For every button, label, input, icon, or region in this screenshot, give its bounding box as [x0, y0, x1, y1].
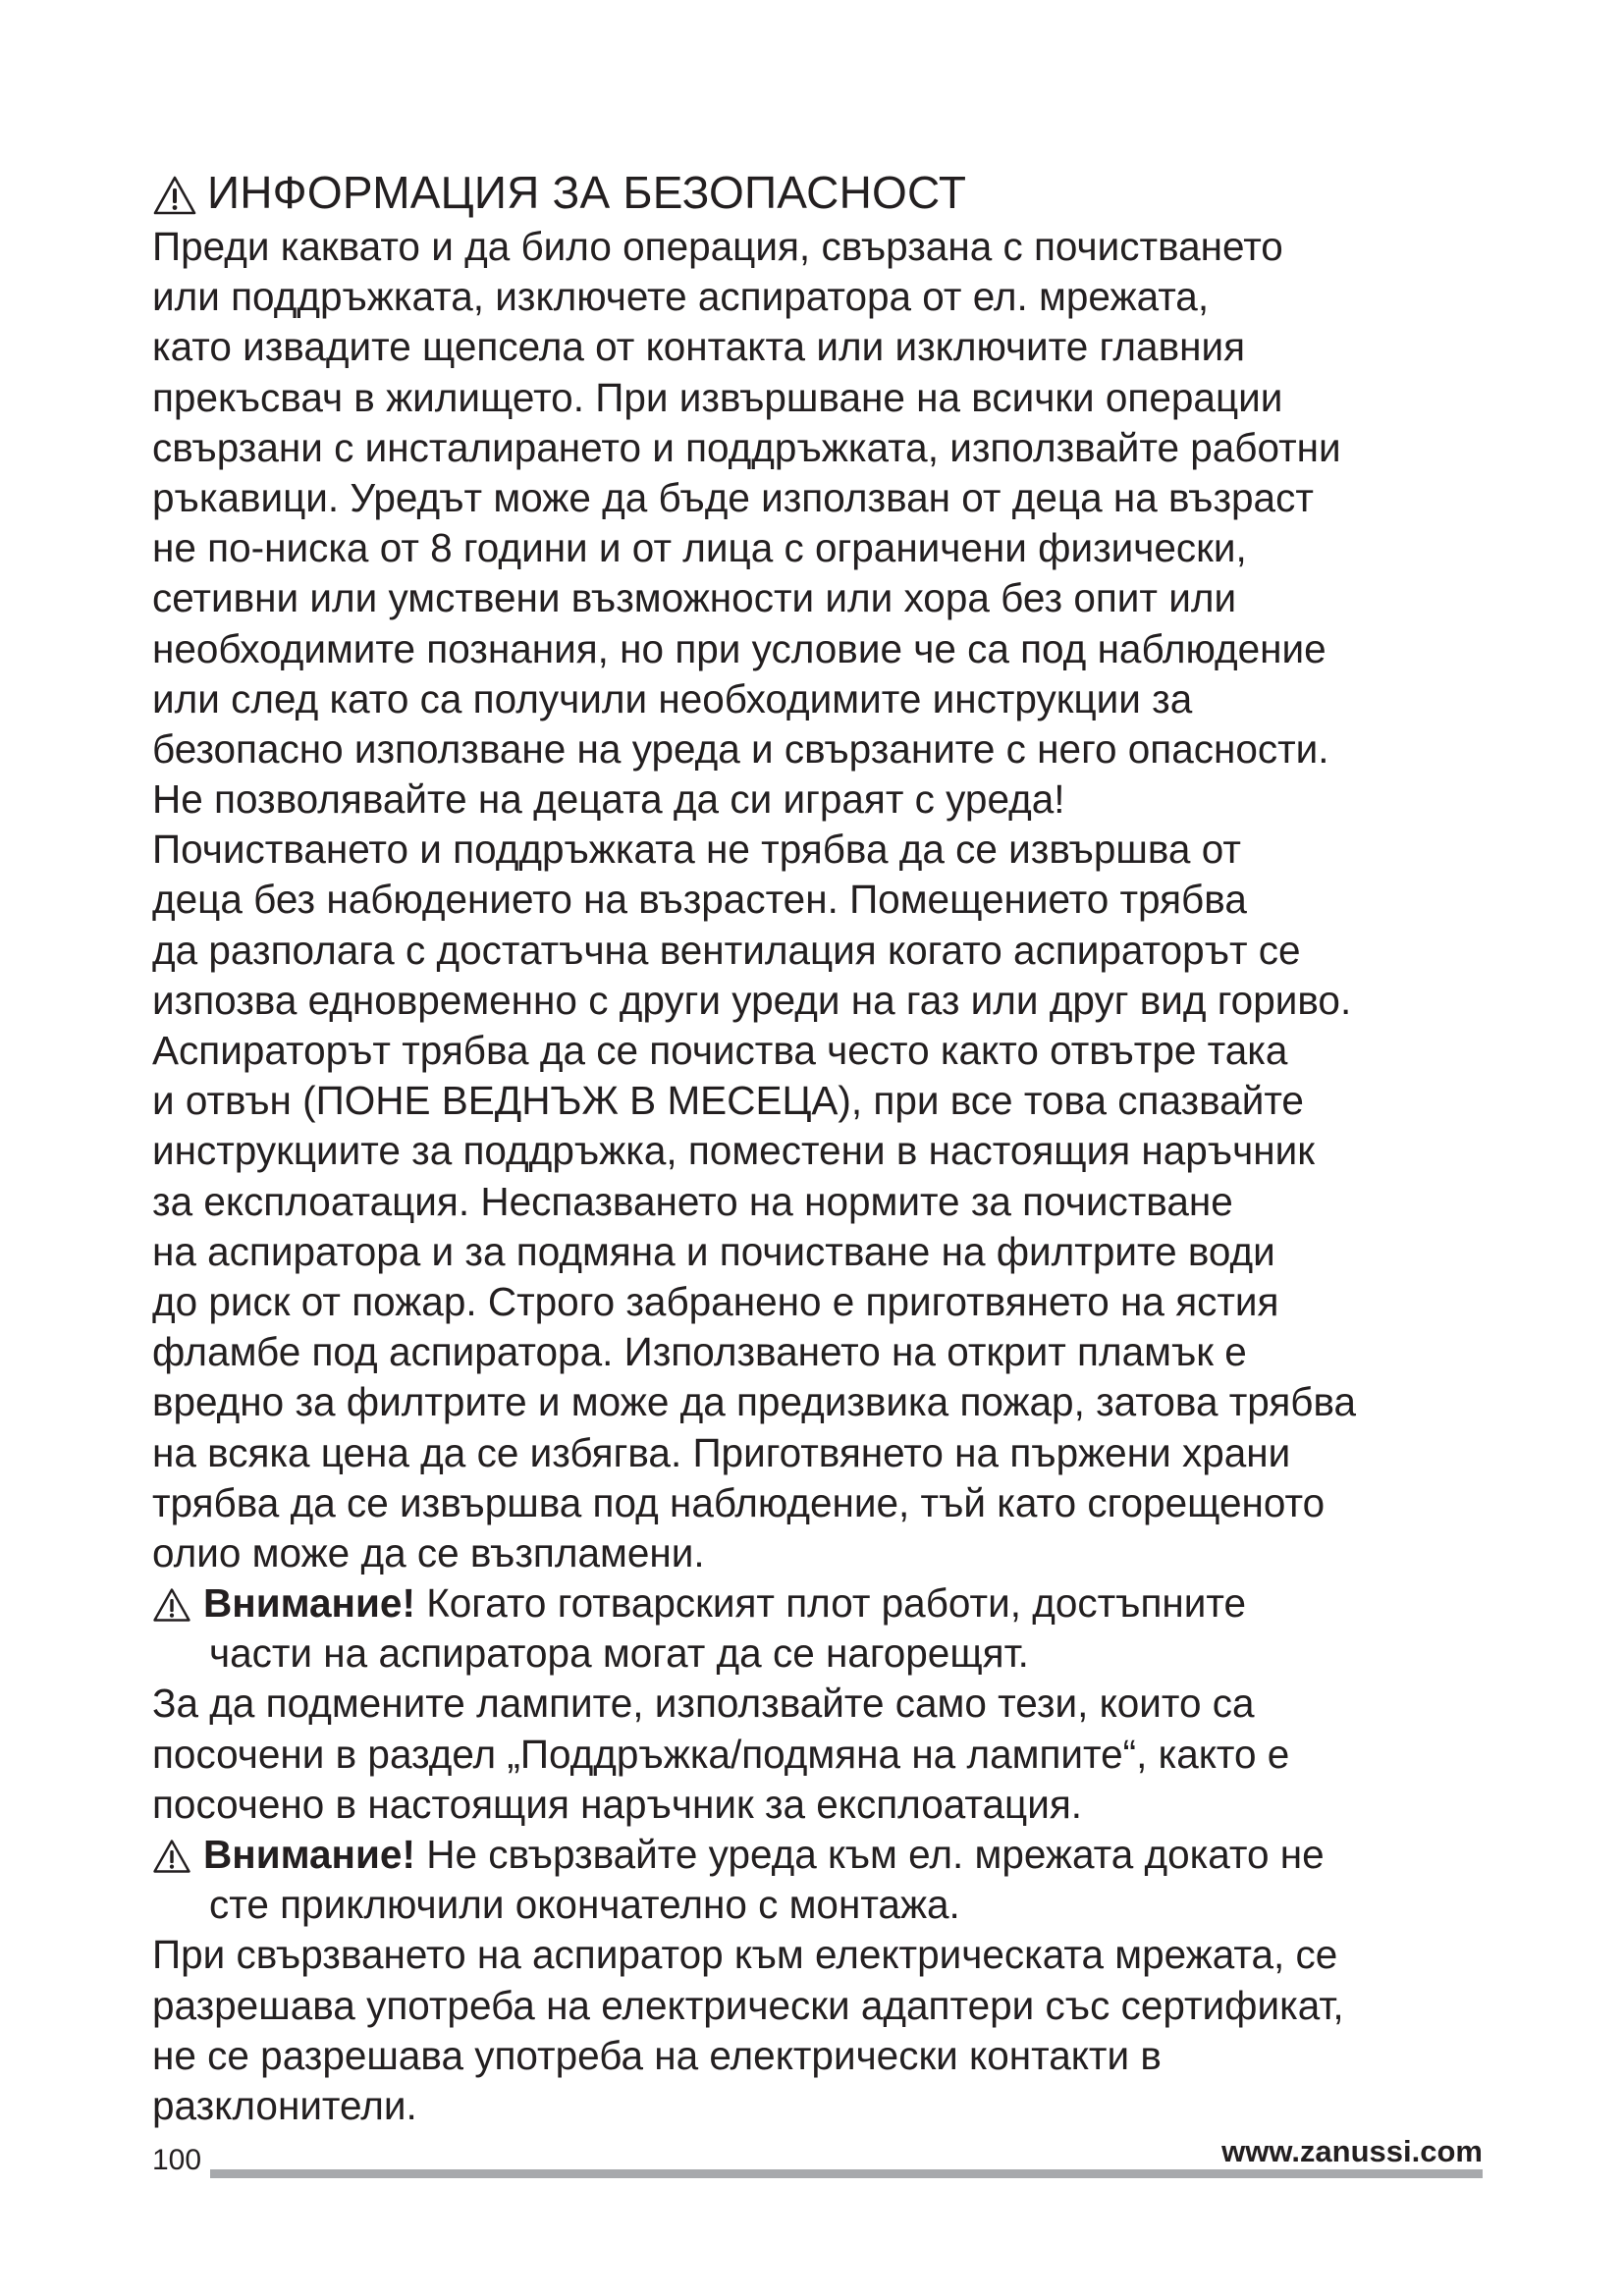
body-line: разрешава употреба на електрически адаптери със сертификат,	[152, 1982, 1344, 2028]
warning-note-1	[152, 1578, 1527, 1629]
warning-text: Когато готварският плот работи, достъпните	[414, 1580, 1247, 1627]
body-line: до риск от пожар. Строго забранено е приготвянето на ястия	[152, 1278, 1279, 1324]
body-line: на всяка цена да се избягва. Приготвянето на пържени храни	[152, 1429, 1291, 1475]
warning-label: Внимание!	[203, 1580, 415, 1627]
body-line: При свързването на аспиратор към електрическата мрежата, се	[152, 1932, 1338, 1978]
body-line: прекъсвач в жилището. При извършване на всички операции	[152, 374, 1283, 420]
page-number: 100	[152, 2144, 202, 2176]
body-line: сетивни или умствени възможности или хора без опит или	[152, 575, 1237, 621]
footer-divider	[210, 2169, 1483, 2178]
body-line: Преди каквато и да било операция, свързана с почистването	[152, 224, 1283, 269]
body-line: трябва да се извършва под наблюдение, тъй като сгорещеното	[152, 1479, 1326, 1525]
body-line: за експлоатация. Неспазването на нормите за почистване	[152, 1178, 1233, 1224]
body-line: деца без набюдението на възрастен. Помещението трябва	[152, 877, 1247, 923]
warning-note-2-continued: сте приключили окончателно с монтажа.	[209, 1882, 960, 1928]
body-line: посочено в настоящия наръчник за експлоатация.	[152, 1781, 1083, 1827]
body-line: и отвън (ПОНЕ ВЕДНЪЖ В МЕСЕЦА), при все това спазвайте	[152, 1078, 1304, 1124]
warning-note-1-continued: части на аспиратора могат да се нагорещят.	[209, 1630, 1029, 1677]
body-line: разклонители.	[152, 2082, 417, 2128]
warning-note-2	[152, 1830, 1527, 1880]
body-line: фламбе под аспиратора. Използването на открит пламък е	[152, 1329, 1247, 1375]
body-line: или след като са получили необходимите инструкции за	[152, 675, 1193, 721]
body-line: посочени в раздел „Поддръжка/подмяна на лампите“, както е	[152, 1731, 1290, 1777]
body-line: Аспираторът трябва да се почиства често както отвътре така	[152, 1028, 1288, 1073]
body-line: изпозва едновременно с други уреди на газ или друг вид гориво.	[152, 977, 1352, 1023]
heading-text: ИНФОРМАЦИЯ ЗА БЕЗОПАСНОСТ	[207, 167, 967, 218]
body-line: не по-ниска от 8 години и от лица с ограничени физически,	[152, 525, 1247, 571]
warning-triangle-icon	[152, 1836, 191, 1886]
body-line: безопасно използване на уреда и свързаните с него опасности.	[152, 725, 1329, 772]
warning-label: Внимание!	[203, 1832, 415, 1877]
body-line: не се разрешава употреба на електрически контакти в	[152, 2032, 1162, 2078]
body-line: като извадите щепсела от контакта или изключите главния	[152, 324, 1246, 370]
body-line: Не позволявайте на децата да си играят с уреда!	[152, 776, 1065, 823]
body-line: За да подмените лампите, използвайте само тези, които са	[152, 1681, 1255, 1727]
body-line: Почистването и поддръжката не трябва да се извършва от	[152, 827, 1241, 873]
warning-text: Не свързвайте уреда към ел. мрежата докато не	[414, 1832, 1325, 1877]
body-line: или поддръжката, изключете аспиратора от ел. мрежата,	[152, 274, 1210, 320]
body-line: необходимите познания, но при условие че са под наблюдение	[152, 625, 1326, 671]
section-heading	[152, 165, 966, 228]
footer-website: www.zanussi.com	[1221, 2134, 1483, 2168]
body-line: инструкциите за поддръжка, поместени в настоящия наръчник	[152, 1128, 1315, 1174]
body-line: свързани с инсталирането и поддръжката, използвайте работни	[152, 424, 1341, 470]
warning-triangle-icon	[152, 173, 197, 228]
body-line: да разполага с достатъчна вентилация когато аспираторът се	[152, 927, 1301, 973]
body-line: ръкавици. Уредът може да бъде използван от деца на възраст	[152, 474, 1314, 520]
warning-triangle-icon	[152, 1584, 191, 1634]
body-line: вредно за филтрите и може да предизвика пожар, затова трябва	[152, 1379, 1357, 1425]
body-line: на аспиратора и за подмяна и почистване на филтрите води	[152, 1228, 1275, 1274]
document-body	[152, 222, 1527, 2131]
body-line: олио може да се възпламени.	[152, 1529, 705, 1575]
